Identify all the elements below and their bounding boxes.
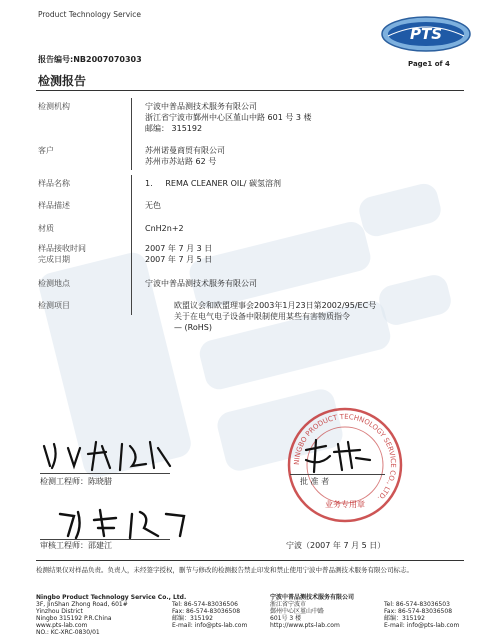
service-name: Product Technology Service	[38, 10, 141, 19]
material-value: CnH2n+2	[145, 224, 184, 233]
legal-notice: 检测结果仅对样品负责。负责人，未经签字授权，删节与修改的检测报告禁止印发和禁止使用宁波中普品测技术服务有限公司标志。	[36, 566, 413, 574]
report-title: 检测报告	[38, 74, 87, 88]
location-value: 宁波中普品测技术服务有限公司	[145, 279, 257, 288]
footer-contact-cn: Tel: 86-574-83036503 Fax: 86-574-83036508 邮编：315192 E-mail: info@pts-lab.com	[384, 601, 460, 629]
client-label: 客户	[38, 146, 54, 155]
received-label: 样品接收时间	[38, 244, 86, 253]
client-value: 苏州诺曼商贸有限公司 苏州市苏站路 62 号	[145, 146, 225, 166]
engineer-label: 检测工程师：陈晓腊	[40, 477, 112, 486]
sample-name-value: 1. REMA CLEANER OIL/ 碳氢溶剂	[145, 179, 281, 188]
test-items-value: 欧盟议会和欧盟理事会2003年1月23日第2002/95/EC号 关于在电气电子设备中限制使用某些有害物质指令 — (RoHS)	[174, 301, 377, 332]
footer-address-cn: 宁波中普品测技术服务有限公司 浙江省宁波市 鄞州中心区堇山中路 601号 3 楼 http://www.pts-lab.com	[270, 594, 355, 629]
material-label: 材质	[38, 224, 54, 233]
lab-label: 检测机构	[38, 102, 70, 111]
footer-address-en: Ningbo Product Technology Service Co., Ltd. 3F, JinShan Zhong Road, 601# Yinzhou District Ningbo 315192 P.R.China www.pts-lab.com NO.: KC-XRC-0830/01	[36, 594, 187, 636]
sample-name-label: 样品名称	[38, 179, 70, 188]
received-value: 2007 年 7 月 3 日	[145, 244, 213, 253]
pts-logo	[380, 14, 472, 54]
test-items-label: 检测项目	[38, 301, 70, 310]
location-label: 检测地点	[38, 279, 70, 288]
completed-label: 完成日期	[38, 255, 70, 264]
report-number: 报告编号:NB2007070303	[38, 55, 142, 64]
svg-text:业务专用章: 业务专用章	[325, 500, 365, 509]
reviewer-label: 审核工程师：邵建江	[40, 541, 112, 550]
page-number: Page1 of 4	[408, 60, 450, 68]
sample-desc-label: 样品描述	[38, 201, 70, 210]
sample-desc-value: 无色	[145, 201, 161, 210]
approver-label: 批 准 者	[300, 477, 330, 486]
footer-contact-en: Tel: 86-574-83036506 Fax: 86-574-83036508 邮编：315192 E-mail: info@pts-lab.com	[172, 601, 248, 629]
city-date: 宁波（2007 年 7 月 5 日）	[286, 541, 386, 550]
title-divider	[36, 90, 464, 91]
pts-logo-text: PTS	[409, 25, 443, 43]
completed-value: 2007 年 7 月 5 日	[145, 255, 213, 264]
svg-text:NINGBO PRODUCT TECHNOLOGY SERV: NINGBO PRODUCT TECHNOLOGY SERVICE CO., LTD.	[292, 412, 398, 503]
lab-value: 宁波中普品测技术服务有限公司 浙江省宁波市鄞州中心区堇山中路 601 号 3 楼 邮编： 315192	[145, 102, 312, 133]
